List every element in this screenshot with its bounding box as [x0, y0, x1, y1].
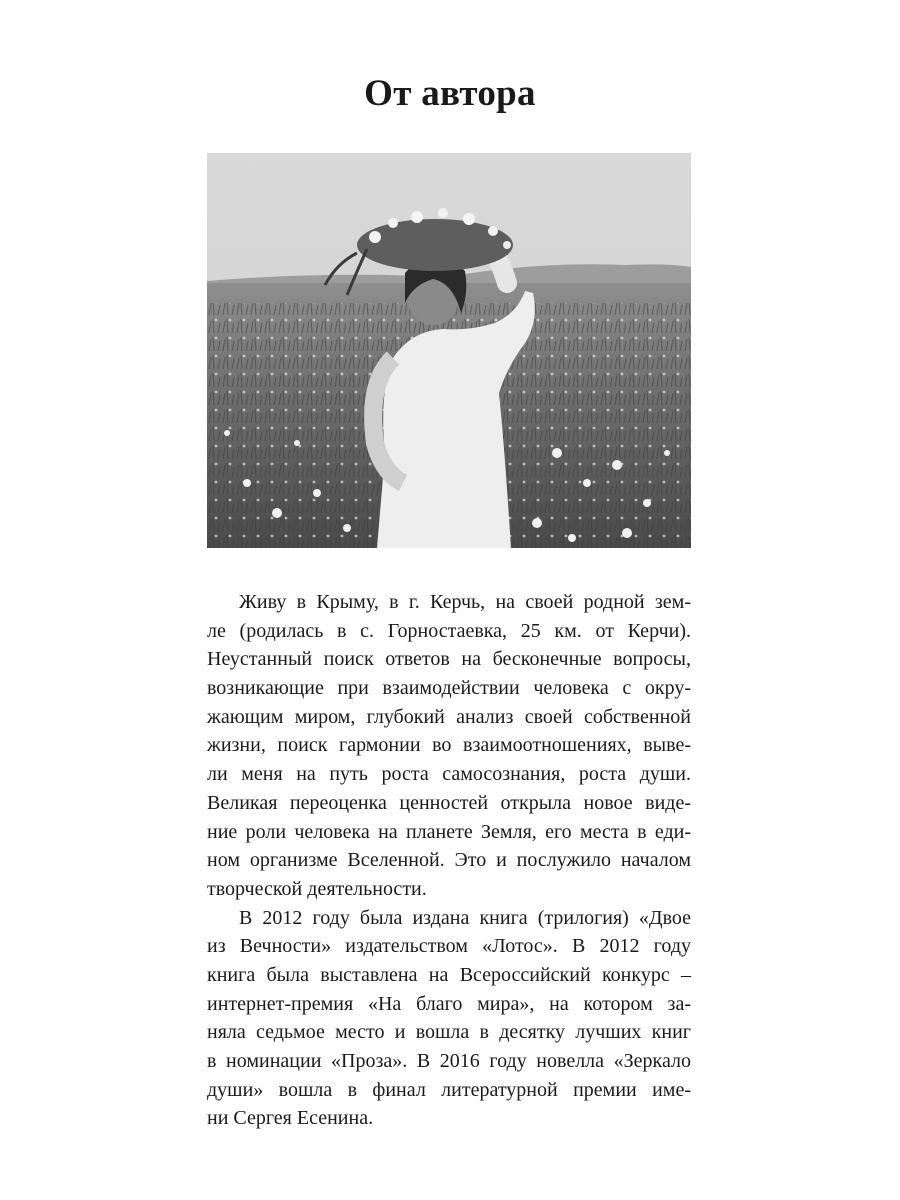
- text-line: книга была выставлена на Всероссийский конкурс –: [207, 963, 691, 986]
- text-line: ли меня на путь роста самосознания, роста души.: [207, 763, 691, 786]
- author-photo: [207, 153, 691, 548]
- text-line: няла седьмое место и вошла в десятку лучших книг: [207, 1021, 691, 1044]
- text-line: жизни, поиск гармонии во взаимоотношениях, выве-: [207, 734, 691, 757]
- text-line: ни Сергея Есенина.: [207, 1107, 374, 1130]
- text-line: Великая переоценка ценностей открыла новое виде-: [207, 791, 691, 814]
- text-line: ние роли человека на планете Земля, его места в еди-: [207, 820, 691, 843]
- text-line: из Вечности» издательством «Лотос». В 2012 году: [207, 935, 691, 958]
- text-line: творческой деятельности.: [207, 877, 427, 900]
- text-line: жающим миром, глубокий анализ своей собственной: [207, 705, 691, 728]
- text-line: Живу в Крыму, в г. Керчь, на своей родной зем-: [239, 591, 691, 613]
- text-line: души» вошла в финал литературной премии име-: [207, 1078, 691, 1101]
- text-line: интернет-премия «На благо мира», на котором за-: [207, 992, 691, 1015]
- text-line: ном организме Вселенной. Это и послужило началом: [207, 849, 691, 872]
- text-line: Неустанный поиск ответов на бесконечные вопросы,: [207, 648, 691, 671]
- author-text: [207, 588, 691, 1133]
- page-title: От автора: [364, 73, 536, 114]
- text-line: В 2012 году была издана книга (трилогия) «Двое: [239, 906, 691, 929]
- text-line: возникающие при взаимодействии человека с окру-: [207, 677, 691, 700]
- text-line: ле (родилась в с. Горностаевка, 25 км. от Керчи).: [207, 619, 691, 642]
- text-line: в номинации «Проза». В 2016 году новелла «Зеркало: [207, 1050, 691, 1072]
